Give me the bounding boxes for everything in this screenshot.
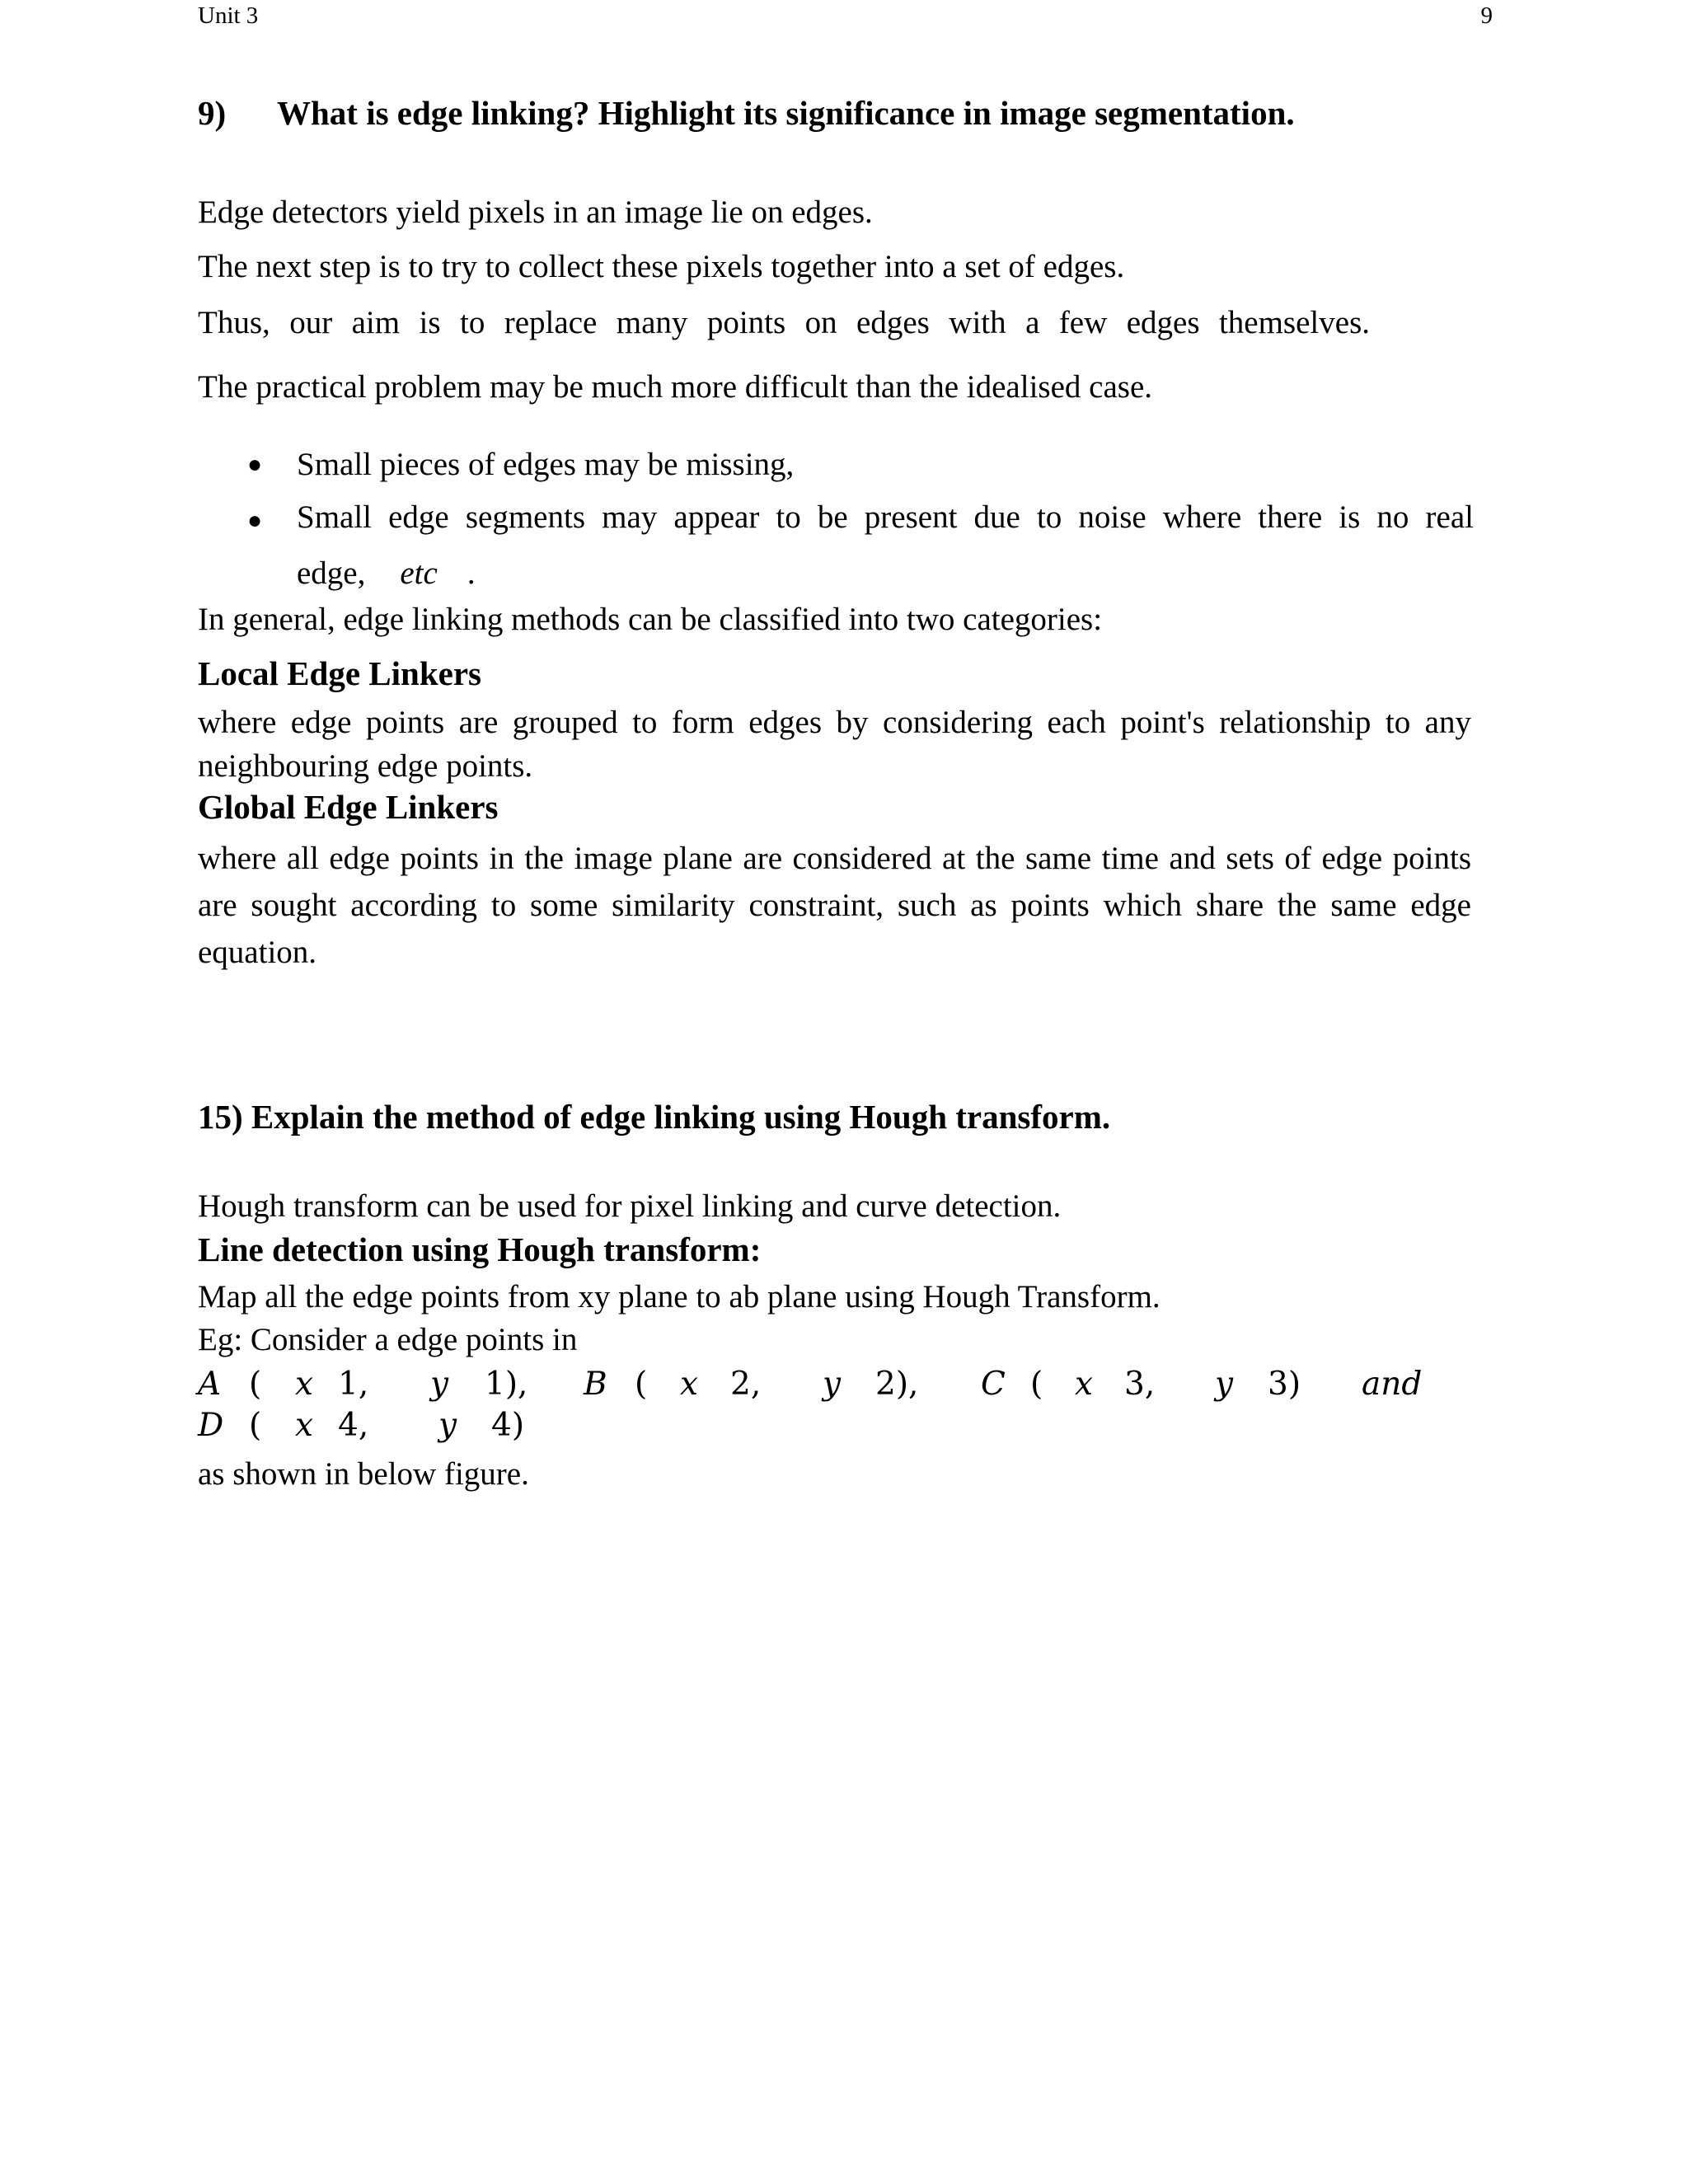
bullet-dot-icon: ●: [247, 507, 263, 534]
bullet-2-etc: etc: [400, 555, 438, 591]
hough-line-detection-heading: Line detection using Hough transform:: [198, 1230, 762, 1268]
q9-paragraph-4: The practical problem may be much more difficult than the idealised case.: [198, 369, 1153, 405]
math-token: y: [438, 1407, 457, 1444]
q9-paragraph-2: The next step is to try to collect these pixels together into a set of edges.: [198, 249, 1125, 284]
question-9-title-text: What is edge linking? Highlight its significance in image segmentation.: [277, 94, 1295, 132]
q9-bullet-list: [198, 442, 1474, 602]
math-token: and: [1362, 1366, 1423, 1403]
question-9-number: 9): [198, 94, 227, 132]
q9-paragraph-5: In general, edge linking methods can be classified into two categories:: [198, 602, 1103, 637]
math-token: 2,: [730, 1366, 762, 1403]
local-edge-linkers-heading: Local Edge Linkers: [198, 654, 481, 692]
math-token: 1),: [485, 1366, 528, 1403]
bullet-dot-icon: ●: [247, 451, 263, 478]
math-token: y: [430, 1366, 449, 1403]
question-15-title: 15) Explain the method of edge linking using Hough transform.: [198, 1098, 1111, 1136]
math-token: (: [1030, 1366, 1043, 1403]
math-token: C: [981, 1366, 1006, 1403]
header-unit-label: Unit 3: [198, 2, 259, 29]
list-item: [198, 490, 1474, 602]
math-token: (: [249, 1407, 262, 1444]
bullet-2-text: Small edge segments may appear to be present due to noise where there is no real edge,: [297, 499, 1474, 591]
math-token: A: [198, 1366, 222, 1403]
question-9-title: [198, 92, 1295, 134]
math-token: 3): [1268, 1366, 1301, 1403]
math-token: 1,: [338, 1366, 369, 1403]
bullet-1-text: Small pieces of edges may be missing,: [297, 447, 795, 482]
math-token: x: [295, 1407, 313, 1444]
q9-paragraph-1: Edge detectors yield pixels in an image lie on edges.: [198, 194, 873, 230]
math-token: B: [584, 1366, 607, 1403]
q15-paragraph-3: Eg: Consider a edge points in: [198, 1322, 578, 1357]
math-token: 3,: [1124, 1366, 1156, 1403]
q15-paragraph-4: as shown in below figure.: [198, 1456, 529, 1492]
math-token: y: [1215, 1366, 1234, 1403]
math-token: (: [635, 1366, 648, 1403]
math-token: D: [198, 1407, 224, 1444]
math-token: 4,: [338, 1407, 369, 1444]
math-token: x: [1075, 1366, 1093, 1403]
q15-paragraph-2: Map all the edge points from xy plane to ab plane using Hough Transform.: [198, 1279, 1160, 1315]
bullet-2-end: .: [467, 555, 476, 591]
local-edge-linkers-text: where edge points are grouped to form edges by considering each point's relationship to any neighbouring edge points.: [198, 705, 1471, 784]
math-token: x: [680, 1366, 698, 1403]
q15-paragraph-1: Hough transform can be used for pixel linking and curve detection.: [198, 1188, 1062, 1224]
list-item: [198, 442, 1474, 488]
math-token: x: [295, 1366, 313, 1403]
global-edge-linkers-text: where all edge points in the image plane are considered at the same time and sets of edge points are sought according to some similarity constraint, such as points which share the same edge equation.: [198, 841, 1471, 970]
global-edge-linkers-heading: Global Edge Linkers: [198, 788, 499, 826]
math-token: 4): [491, 1407, 525, 1444]
q9-paragraph-3: Thus, our aim is to replace many points on edges with a few edges themselves.: [198, 305, 1370, 340]
header-page-number: 9: [1480, 2, 1493, 29]
math-token: 2),: [875, 1366, 919, 1403]
math-token: (: [249, 1366, 262, 1403]
math-token: y: [823, 1366, 842, 1403]
